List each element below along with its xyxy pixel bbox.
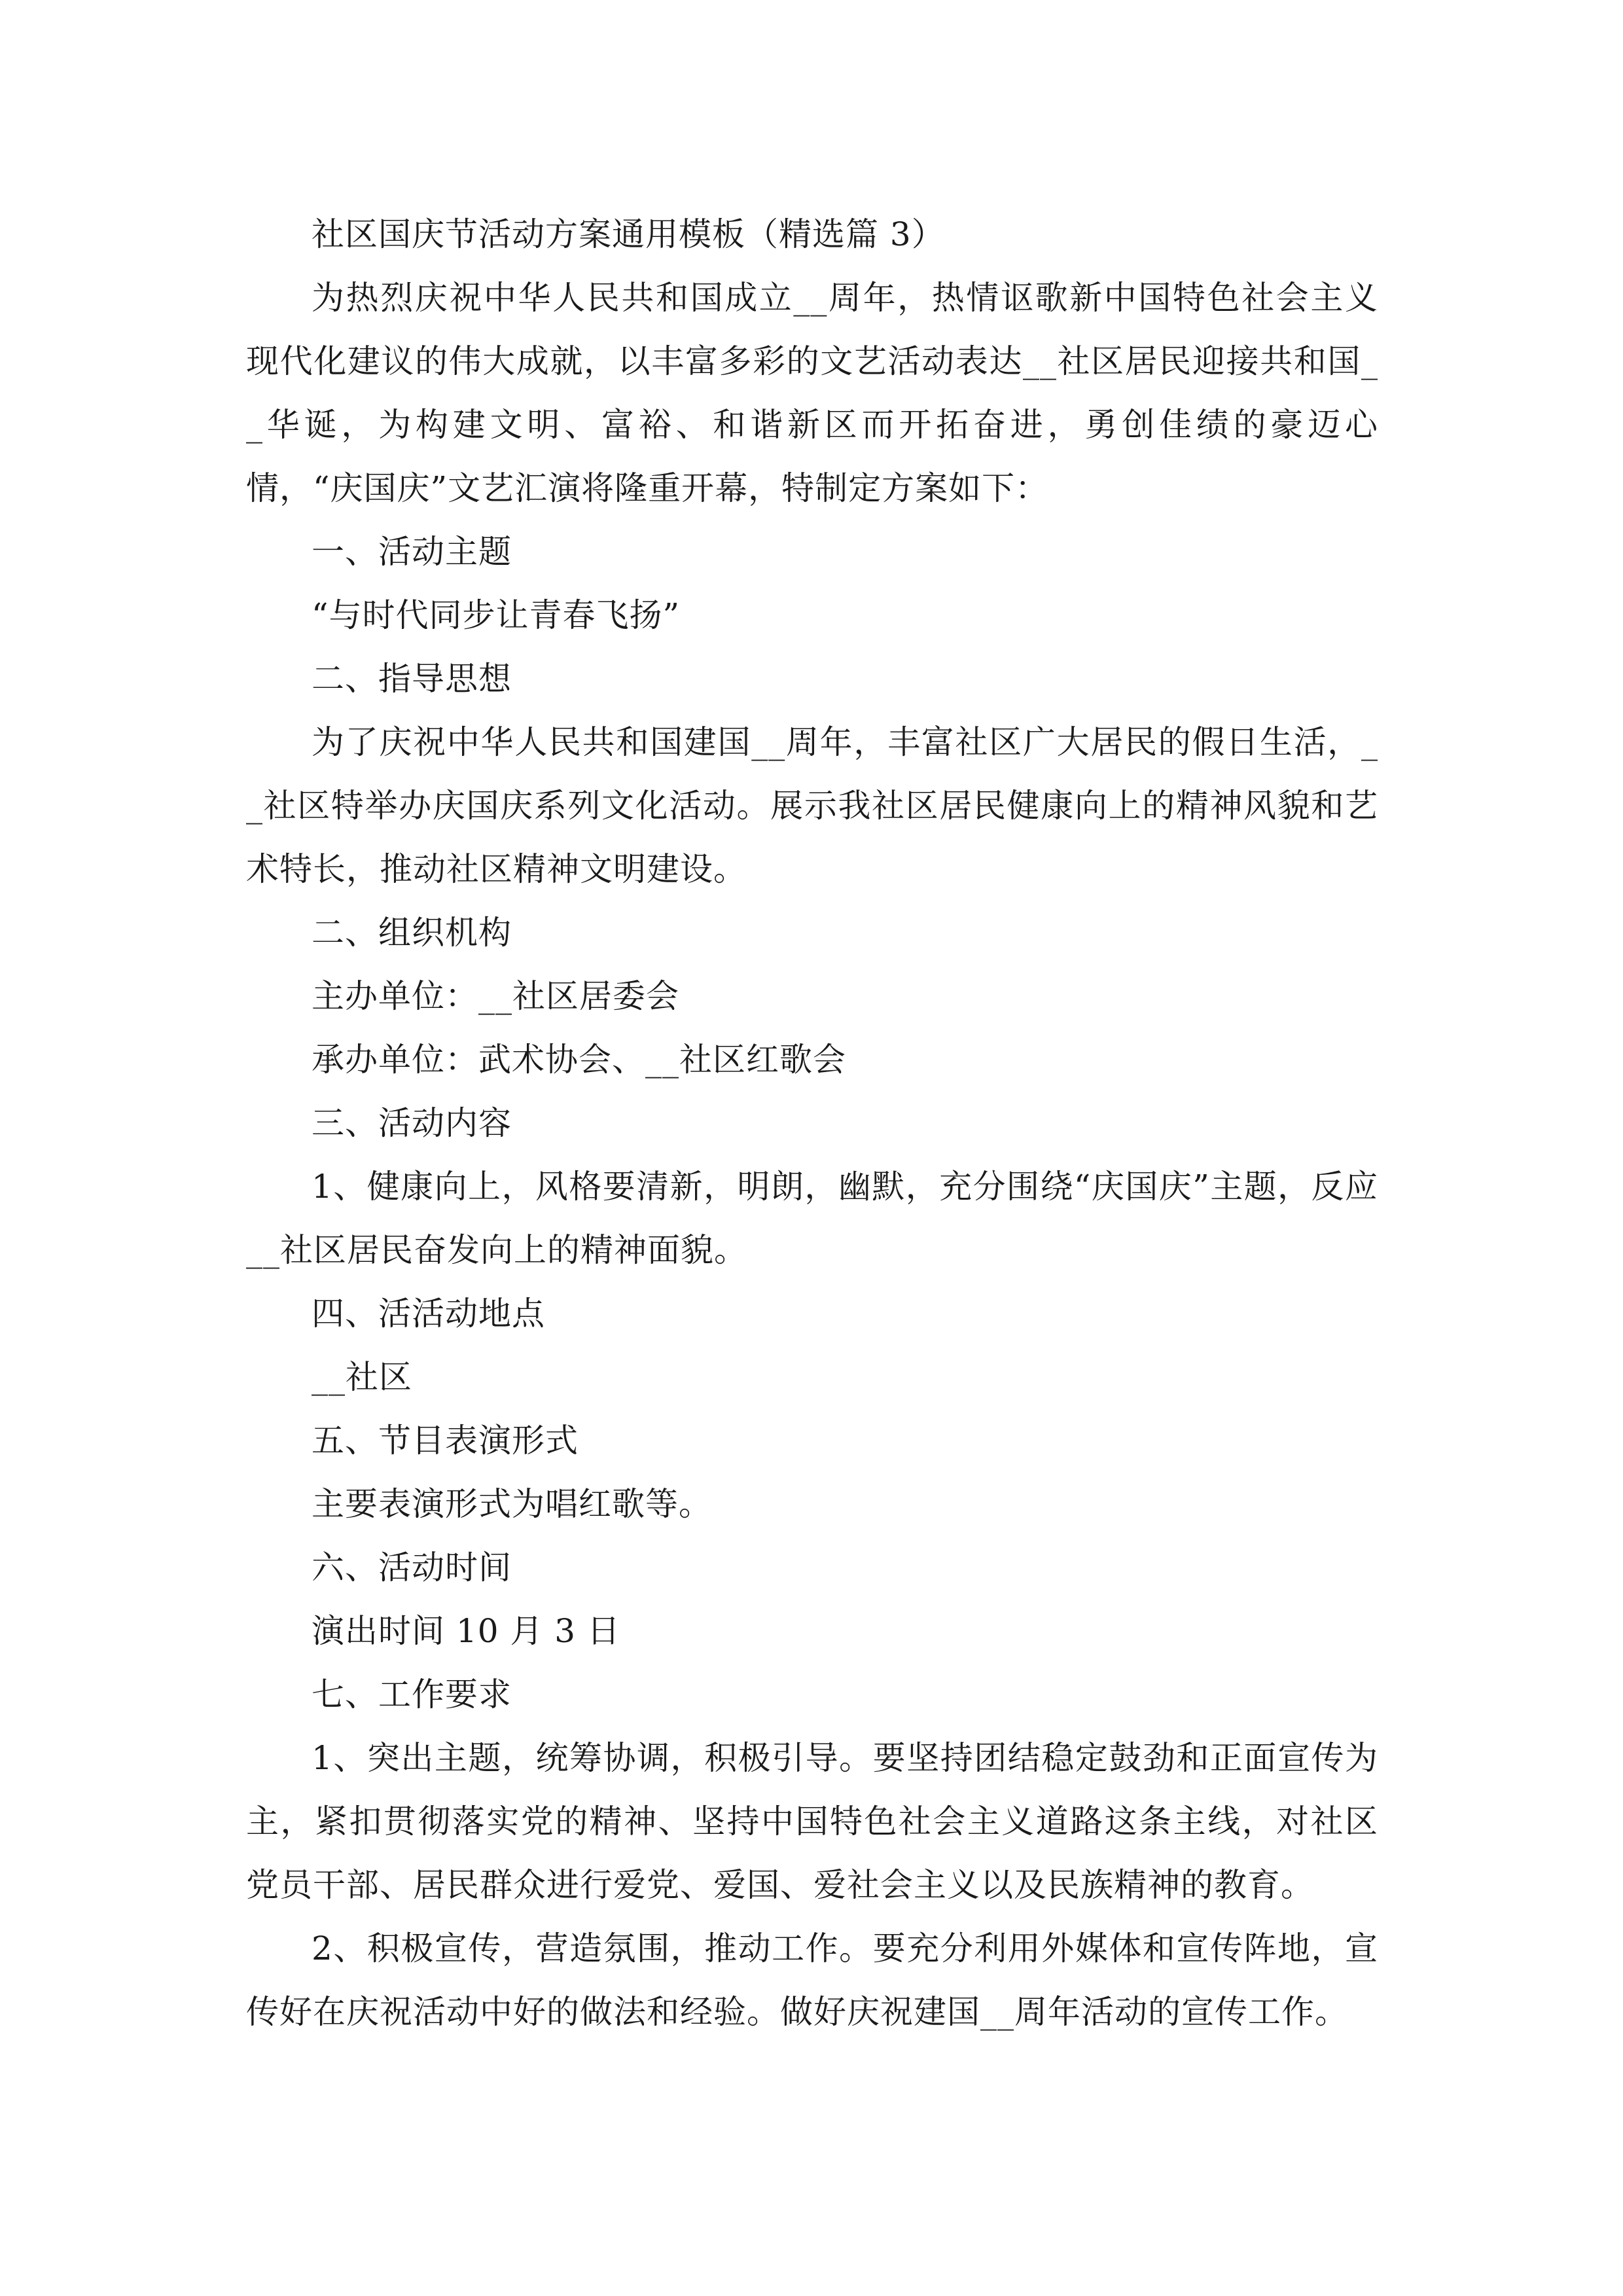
document-title: 社区国庆节活动方案通用模板（精选篇 3） <box>312 215 945 253</box>
section-heading-time: 六、活动时间 <box>312 1549 512 1587</box>
content-paragraph: 1、健康向上，风格要清新，明朗，幽默，充分围绕“庆国庆”主题，反应__社区居民奋发向上的精神面貌。 <box>246 1168 1378 1269</box>
document-body <box>246 203 1378 2044</box>
section-heading-content: 三、活动内容 <box>312 1104 512 1142</box>
time-line: 演出时间 10 月 3 日 <box>312 1612 621 1650</box>
section-heading-location: 四、活活动地点 <box>312 1295 545 1333</box>
performance-form-line: 主要表演形式为唱红歌等。 <box>312 1485 712 1523</box>
location-line: __社区 <box>312 1358 412 1396</box>
requirement-paragraph-2: 2、积极宣传，营造氛围，推动工作。要充分利用外媒体和宣传阵地，宣传好在庆祝活动中好的做法和经验。做好庆祝建国__周年活动的宣传工作。 <box>246 1929 1378 2031</box>
organizer-line: 主办单位：__社区居委会 <box>312 977 679 1015</box>
section-heading-requirements: 七、工作要求 <box>312 1676 512 1713</box>
guiding-thought-paragraph: 为了庆祝中华人民共和国建国__周年，丰富社区广大居民的假日生活，__社区特举办庆国庆系列文化活动。展示我社区居民健康向上的精神风貌和艺术特长，推动社区精神文明建设。 <box>246 723 1378 888</box>
section-heading-guiding-thought: 二、指导思想 <box>312 660 512 698</box>
section-heading-theme: 一、活动主题 <box>312 533 512 571</box>
section-heading-organization: 二、组织机构 <box>312 914 512 952</box>
requirement-paragraph-1: 1、突出主题，统筹协调，积极引导。要坚持团结稳定鼓劲和正面宣传为主，紧扣贯彻落实党的精神、坚持中国特色社会主义道路这条主线，对社区党员干部、居民群众进行爱党、爱国、爱社会主义以及民族精神的教育。 <box>246 1739 1378 1904</box>
theme-slogan: “与时代同步让青春飞扬” <box>312 596 681 634</box>
section-heading-performance-form: 五、节目表演形式 <box>312 1422 579 1460</box>
co-organizer-line: 承办单位：武术协会、__社区红歌会 <box>312 1041 846 1079</box>
intro-paragraph: 为热烈庆祝中华人民共和国成立__周年，热情讴歌新中国特色社会主义现代化建议的伟大成就，以丰富多彩的文艺活动表达__社区居民迎接共和国__华诞，为构建文明、富裕、和谐新区而开拓奋进，勇创佳绩的豪迈心情，“庆国庆”文艺汇演将隆重开幕，特制定方案如下： <box>246 279 1378 507</box>
